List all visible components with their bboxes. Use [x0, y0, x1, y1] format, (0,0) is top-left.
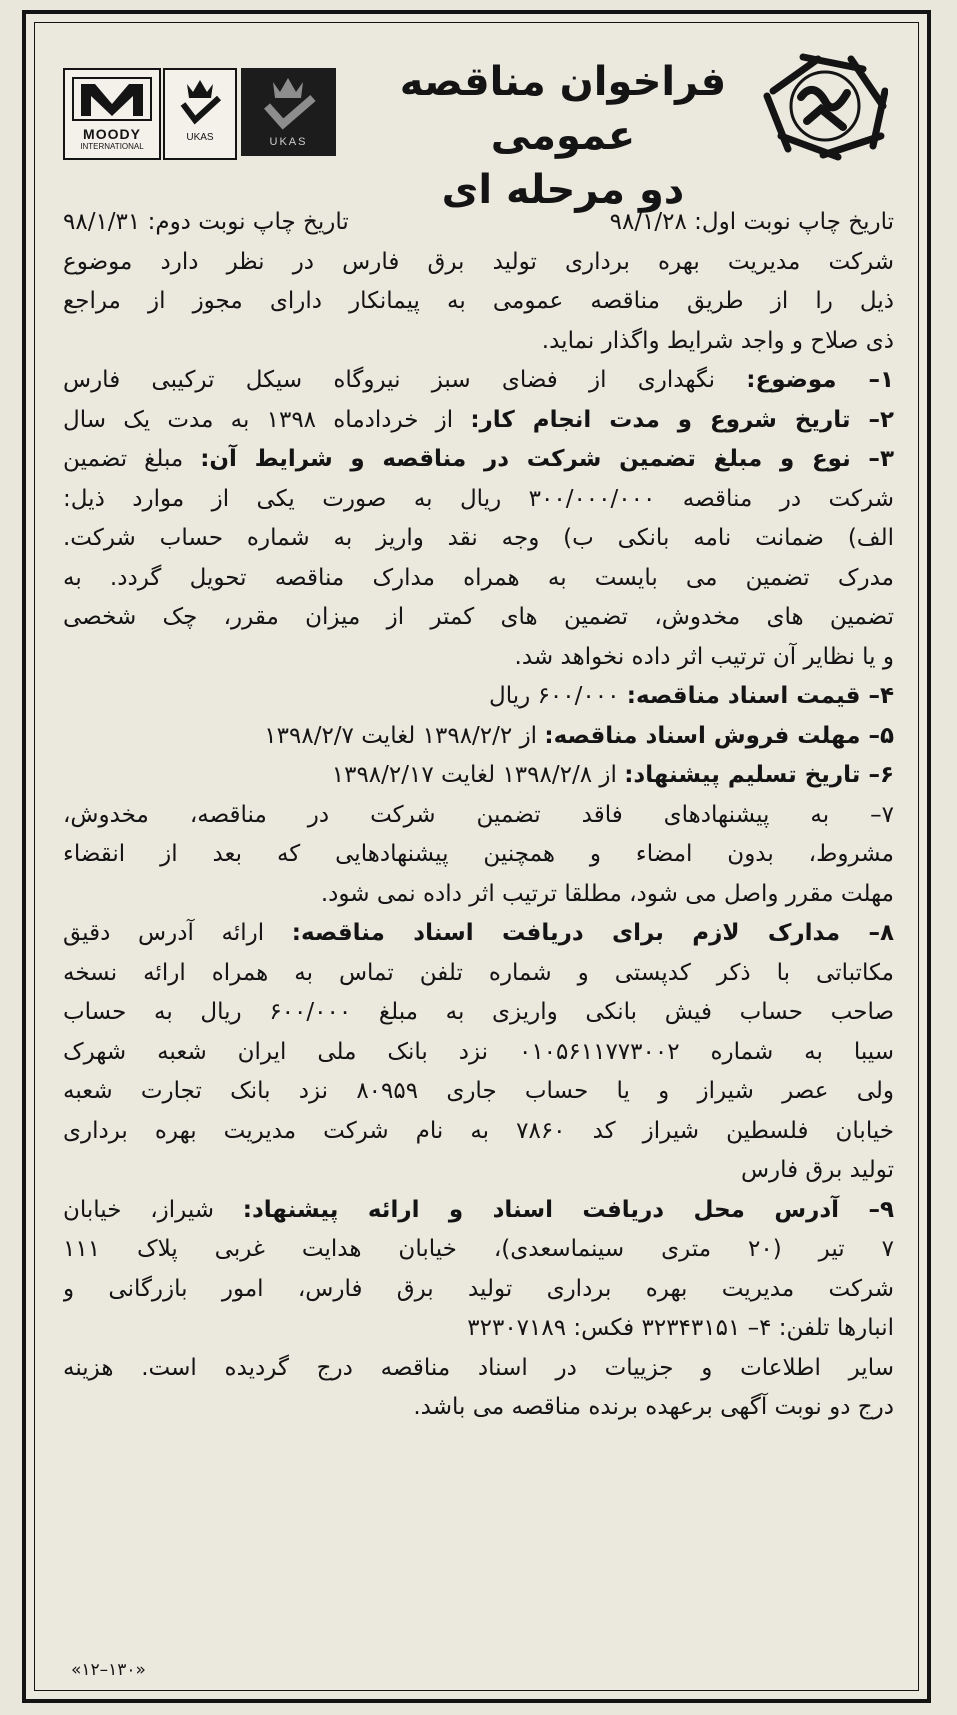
item-1	[63, 361, 894, 401]
footer-line: سایر اطلاعات و جزییات در اسناد مناقصه درج گردیده است. هزینه	[63, 1354, 894, 1381]
crown-tick-icon	[165, 72, 235, 132]
notice-title	[383, 55, 743, 217]
item-3-line: شرکت در مناقصه ۳۰۰/۰۰۰/۰۰۰ ریال به صورت یکی از موارد ذیل:	[63, 485, 894, 512]
item-8-line: سیبا به شماره ۰۱۰۵۶۱۱۷۷۳۰۰۲ نزد بانک ملی ایران شعبه شهرک	[63, 1038, 894, 1065]
item-2-label: ۲– تاریخ شروع و مدت انجام کار:	[470, 406, 894, 433]
item-3-text: مبلغ تضمین	[63, 446, 201, 472]
item-5-label: ۵– مهلت فروش اسناد مناقصه:	[544, 722, 894, 749]
item-8-line: تولید برق فارس	[740, 1157, 894, 1183]
item-1-text: نگهداری از فضای سبز نیروگاه سیکل ترکیبی فارس	[63, 367, 747, 393]
print-dates	[63, 203, 894, 243]
item-3-line: و یا نظایر آن ترتیب اثر داده نخواهد شد.	[514, 643, 894, 670]
item-8-line: مکاتباتی با ذکر کدپستی و شماره تلفن تماس به همراه ارائه نسخه	[63, 959, 894, 986]
ukas-cert-badge-small	[163, 68, 237, 160]
notice-header	[35, 23, 918, 213]
item-9-line: شرکت مدیریت بهره برداری تولید برق فارس، امور بازرگانی و	[63, 1275, 894, 1302]
ukas-large-label: UKAS	[269, 136, 308, 148]
item-3-line: مدرک تضمین می بایست به همراه مدارک مناقصه تحویل گردد. به	[63, 564, 894, 591]
item-4	[63, 677, 894, 717]
item-2	[63, 401, 894, 441]
item-2-text: از خردادماه ۱۳۹۸ به مدت یک سال	[63, 406, 471, 433]
item-8-text: ارائه آدرس دقیق	[63, 920, 292, 946]
item-3-label: ۳– نوع و مبلغ تضمین شرکت در مناقصه و شرایط آن:	[200, 446, 894, 472]
item-8-label: ۸– مدارک لازم برای دریافت اسناد مناقصه:	[291, 920, 894, 946]
second-print-date: تاریخ چاپ نوبت دوم: ۹۸/۱/۳۱	[63, 209, 349, 235]
crown-tick-icon	[241, 70, 336, 135]
intro-line: شرکت مدیریت بهره برداری تولید برق فارس در نظر دارد موضوع	[63, 248, 894, 275]
item-8-line: صاحب حساب فیش بانکی واریزی به مبلغ ۶۰۰/۰۰۰ ریال به حساب	[63, 999, 894, 1025]
notice-frame	[34, 22, 919, 1691]
title-line-1: فراخوان مناقصه عمومی	[399, 59, 727, 159]
item-3-line: الف) ضمانت نامه بانکی ب) وجه نقد واریز به شماره حساب شرکت.	[63, 525, 894, 551]
item-1-label: ۱– موضوع:	[746, 367, 894, 393]
item-5	[63, 717, 894, 757]
item-9-label: ۹– آدرس محل دریافت اسناد و ارائه پیشنهاد:	[242, 1196, 894, 1223]
item-6-label: ۶– تاریخ تسلیم پیشنهاد:	[624, 762, 894, 788]
item-3-line: تضمین های مخدوش، تضمین های کمتر از میزان مقرر، چک شخصی	[63, 604, 894, 630]
item-8-line: ولی عصر شیراز و یا حساب جاری ۸۰۹۵۹ نزد بانک تجارت شعبه	[63, 1078, 894, 1104]
company-logo-icon	[763, 51, 888, 161]
intro-line: ذی صلاح و واجد شرایط واگذار نماید.	[541, 327, 894, 354]
ukas-small-label: UKAS	[186, 132, 214, 143]
item-5-text: از ۱۳۹۸/۲/۲ لغایت ۱۳۹۸/۲/۷	[264, 722, 545, 749]
first-print-date: تاریخ چاپ نوبت اول: ۹۸/۱/۲۸	[609, 209, 894, 235]
notice-body	[63, 203, 894, 1428]
moody-label: MOODY	[83, 126, 141, 142]
item-9-line: ۷ تیر (۲۰ متری سینماسعدی)، خیابان هدایت غربی پلاک ۱۱۱	[63, 1236, 894, 1262]
moody-sublabel: INTERNATIONAL	[80, 142, 144, 151]
ukas-cert-badge-large	[241, 68, 336, 156]
moody-m-icon	[65, 74, 159, 124]
item-9-text: شیراز، خیابان	[63, 1196, 243, 1223]
item-9	[63, 1191, 894, 1231]
title-line-2: دو مرحله ای	[441, 167, 685, 213]
footer-line: درج دو نوبت آگهی برعهده برنده مناقصه می باشد.	[413, 1394, 894, 1420]
intro-line: ذیل را از طریق مناقصه عمومی به پیمانکار دارای مجوز از مراجع	[63, 288, 894, 314]
item-3	[63, 440, 894, 480]
footer-code: «۱۲–۱۳۰»	[71, 1660, 146, 1680]
item-7-line: مشروط، بدون امضاء و همچنین پیشنهادهایی که بعد از انقضاء	[63, 841, 894, 867]
item-4-label: ۴– قیمت اسناد مناقصه:	[626, 683, 894, 709]
tender-notice	[22, 10, 931, 1703]
item-6	[63, 756, 894, 796]
item-8-line: خیابان فلسطین شیراز کد ۷۸۶۰ به نام شرکت مدیریت بهره برداری	[63, 1117, 894, 1144]
item-8	[63, 914, 894, 954]
item-7-line: ۷– به پیشنهادهای فاقد تضمین شرکت در مناقصه، مخدوش،	[63, 801, 894, 828]
item-7-line: مهلت مقرر واصل می شود، مطلقا ترتیب اثر داده نمی شود.	[320, 880, 894, 907]
item-9-line: انبارها تلفن: ۴– ۳۲۳۴۳۱۵۱ فکس: ۳۲۳۰۷۱۸۹	[467, 1315, 894, 1341]
item-6-text: از ۱۳۹۸/۲/۸ لغایت ۱۳۹۸/۲/۱۷	[331, 762, 625, 788]
item-4-text: ۶۰۰/۰۰۰ ریال	[489, 683, 627, 709]
moody-cert-badge	[63, 68, 161, 160]
